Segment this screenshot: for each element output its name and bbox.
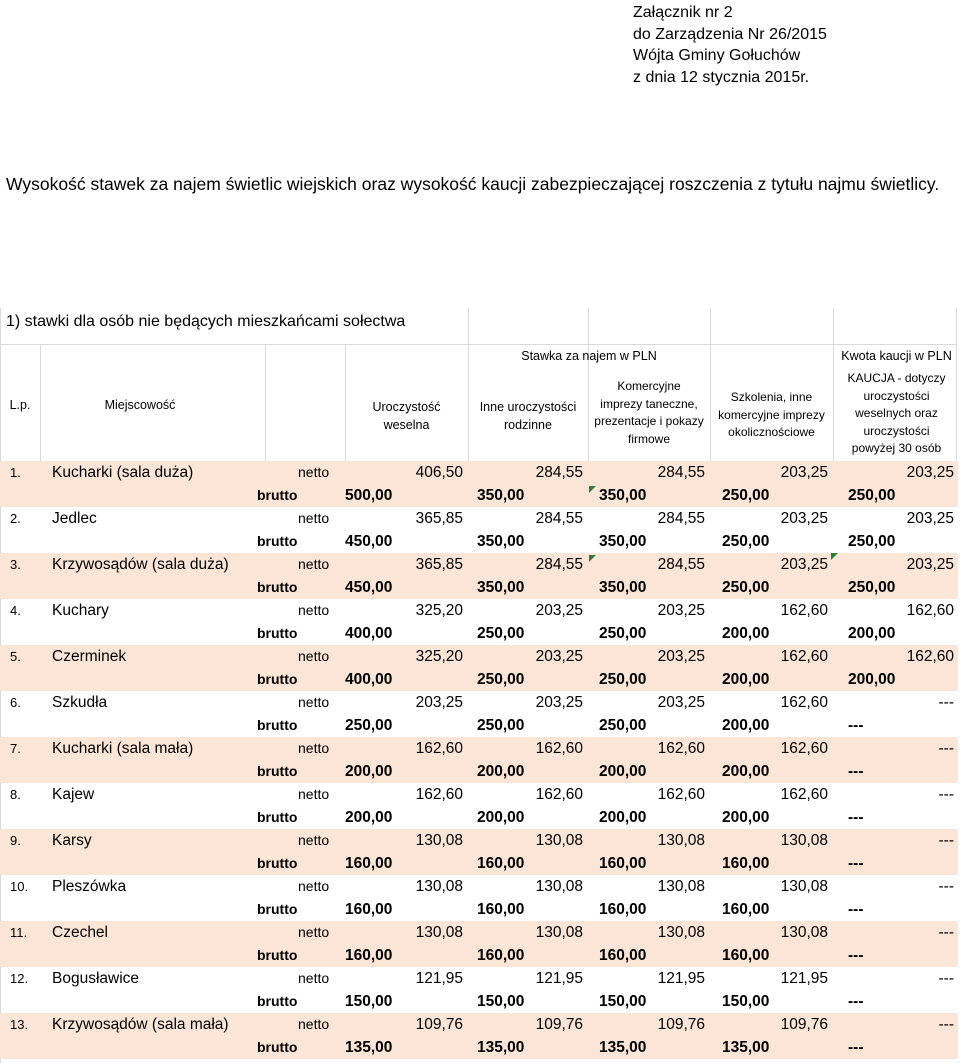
table-row-netto xyxy=(0,599,958,622)
netto-wedding: 162,60 xyxy=(415,786,463,803)
header-lp: L.p. xyxy=(9,398,31,412)
brutto-family: 350,00 xyxy=(477,579,525,596)
netto-wedding: 325,20 xyxy=(415,602,463,619)
grid-cell xyxy=(266,345,346,463)
header-deposit-line: weselnych oraz xyxy=(855,406,938,420)
brutto-commercial: 250,00 xyxy=(599,717,647,734)
table-row-brutto xyxy=(0,898,958,921)
header-commercial-line: imprezy taneczne, xyxy=(600,396,698,411)
header-wedding-line: weselna xyxy=(383,418,430,432)
netto-wedding: 130,08 xyxy=(415,832,463,849)
brutto-commercial: 250,00 xyxy=(599,671,647,688)
netto-commercial: 162,60 xyxy=(657,786,705,803)
netto-commercial: 284,55 xyxy=(657,464,705,481)
brutto-training: 200,00 xyxy=(722,809,770,826)
brutto-family: 250,00 xyxy=(477,717,525,734)
row-netto-label: netto xyxy=(298,1016,330,1032)
brutto-wedding: 160,00 xyxy=(345,947,393,964)
table-row-brutto xyxy=(0,576,958,599)
netto-family: 284,55 xyxy=(535,556,583,573)
netto-family: 203,25 xyxy=(535,648,583,665)
netto-wedding: 365,85 xyxy=(415,510,463,527)
table-row-netto xyxy=(0,783,958,806)
brutto-deposit: --- xyxy=(848,1039,864,1056)
netto-family: 162,60 xyxy=(535,786,583,803)
brutto-deposit: --- xyxy=(848,717,864,734)
brutto-family: 350,00 xyxy=(477,533,525,550)
brutto-wedding: 400,00 xyxy=(345,625,393,642)
brutto-deposit: --- xyxy=(848,855,864,872)
table-row-brutto xyxy=(0,714,958,737)
netto-commercial: 284,55 xyxy=(657,556,705,573)
brutto-training: 200,00 xyxy=(722,671,770,688)
table-row-netto xyxy=(0,461,958,484)
brutto-training: 250,00 xyxy=(722,533,770,550)
brutto-family: 160,00 xyxy=(477,947,525,964)
brutto-family: 200,00 xyxy=(477,763,525,780)
row-brutto-label: brutto xyxy=(257,625,298,641)
brutto-deposit: 200,00 xyxy=(848,625,896,642)
grid-cell xyxy=(711,308,834,345)
document-title: Wysokość stawek za najem świetlic wiejskich oraz wysokość kaucji zabezpieczającej roszczenia z tytułu najmu świetlicy. xyxy=(6,174,940,194)
row-lp: 8. xyxy=(10,787,21,802)
table-row-brutto xyxy=(0,484,958,507)
netto-training: 162,60 xyxy=(780,602,828,619)
row-brutto-label: brutto xyxy=(257,855,298,871)
table-row-netto xyxy=(0,553,958,576)
netto-commercial: 130,08 xyxy=(657,878,705,895)
table-row-brutto xyxy=(0,668,958,691)
header-family-line: rodzinne xyxy=(504,418,552,432)
brutto-wedding: 200,00 xyxy=(345,809,393,826)
header-deposit-line: KAUCJA - dotyczy xyxy=(847,371,946,385)
netto-family: 284,55 xyxy=(535,510,583,527)
header-training-line: Szkolenia, inne xyxy=(730,390,813,404)
header-training-line: okolicznościowe xyxy=(728,425,815,439)
netto-wedding: 109,76 xyxy=(415,1016,463,1033)
header-commercial-line: prezentacje i pokazy xyxy=(594,414,704,428)
row-netto-label: netto xyxy=(298,602,330,618)
table-row-brutto xyxy=(0,530,958,553)
brutto-training: 150,00 xyxy=(722,993,770,1010)
annex-block xyxy=(633,2,827,88)
brutto-wedding: 400,00 xyxy=(345,671,393,688)
netto-deposit: --- xyxy=(938,970,954,987)
brutto-family: 200,00 xyxy=(477,809,525,826)
grid-cell xyxy=(469,308,589,345)
table-row-netto xyxy=(0,875,958,898)
netto-commercial: 130,08 xyxy=(657,832,705,849)
row-brutto-label: brutto xyxy=(257,579,298,595)
brutto-commercial: 250,00 xyxy=(599,625,647,642)
row-brutto-label: brutto xyxy=(257,947,298,963)
netto-wedding: 162,60 xyxy=(415,740,463,757)
brutto-commercial: 135,00 xyxy=(599,1039,647,1056)
row-lp: 9. xyxy=(10,833,21,848)
brutto-training: 160,00 xyxy=(722,947,770,964)
row-brutto-label: brutto xyxy=(257,763,298,779)
netto-commercial: 109,76 xyxy=(657,1016,705,1033)
row-place: Krzywosądów (sala duża) xyxy=(52,556,229,573)
table-row-brutto xyxy=(0,622,958,645)
row-place: Jedlec xyxy=(52,510,97,527)
brutto-deposit: 250,00 xyxy=(848,579,896,596)
row-netto-label: netto xyxy=(298,832,330,848)
netto-training: 162,60 xyxy=(780,648,828,665)
netto-training: 130,08 xyxy=(780,924,828,941)
row-lp: 6. xyxy=(10,695,21,710)
section-title: 1) stawki dla osób nie będących mieszkańcami sołectwa xyxy=(6,313,406,330)
annex-line-1: Załącznik nr 2 xyxy=(633,4,733,21)
row-brutto-label: brutto xyxy=(257,809,298,825)
row-lp: 2. xyxy=(10,511,21,526)
brutto-wedding: 150,00 xyxy=(345,993,393,1010)
row-lp: 4. xyxy=(10,603,21,618)
table-row-brutto xyxy=(0,760,958,783)
row-netto-label: netto xyxy=(298,464,330,480)
netto-training: 203,25 xyxy=(780,510,828,527)
row-netto-label: netto xyxy=(298,510,330,526)
header-group-rates: Stawka za najem w PLN xyxy=(521,349,657,363)
netto-wedding: 406,50 xyxy=(415,464,463,481)
netto-deposit: --- xyxy=(938,1016,954,1033)
netto-family: 130,08 xyxy=(535,832,583,849)
row-lp: 7. xyxy=(10,741,21,756)
table-row-netto xyxy=(0,829,958,852)
netto-training: 130,08 xyxy=(780,878,828,895)
brutto-family: 135,00 xyxy=(477,1039,525,1056)
netto-family: 130,08 xyxy=(535,924,583,941)
netto-commercial: 203,25 xyxy=(657,602,705,619)
header-deposit-line: uroczystości xyxy=(863,388,930,403)
row-place: Kuchary xyxy=(52,602,109,619)
brutto-family: 250,00 xyxy=(477,671,525,688)
brutto-wedding: 200,00 xyxy=(345,763,393,780)
row-place: Czechel xyxy=(52,924,108,941)
row-netto-label: netto xyxy=(298,648,330,664)
brutto-commercial: 200,00 xyxy=(599,809,647,826)
netto-family: 121,95 xyxy=(535,970,583,987)
row-lp: 10. xyxy=(10,879,29,894)
header-deposit-line: uroczystości xyxy=(863,423,930,438)
row-brutto-label: brutto xyxy=(257,533,298,549)
table-row-brutto xyxy=(0,852,958,875)
brutto-family: 150,00 xyxy=(477,993,525,1010)
netto-deposit: --- xyxy=(938,740,954,757)
brutto-wedding: 450,00 xyxy=(345,533,393,550)
row-place: Szkudła xyxy=(52,694,108,711)
comment-marker xyxy=(589,486,596,493)
row-brutto-label: brutto xyxy=(257,717,298,733)
row-brutto-label: brutto xyxy=(257,1039,298,1055)
header-deposit-line: powyżej 30 osób xyxy=(851,441,942,455)
row-brutto-label: brutto xyxy=(257,487,298,503)
brutto-training: 200,00 xyxy=(722,763,770,780)
row-place: Kucharki (sala mała) xyxy=(52,740,194,757)
netto-family: 203,25 xyxy=(535,602,583,619)
row-netto-label: netto xyxy=(298,786,330,802)
brutto-wedding: 135,00 xyxy=(345,1039,393,1056)
netto-training: 203,25 xyxy=(780,464,828,481)
brutto-training: 250,00 xyxy=(722,487,770,504)
brutto-deposit: --- xyxy=(848,901,864,918)
comment-marker xyxy=(589,555,596,562)
row-place: Pleszówka xyxy=(52,878,127,895)
netto-deposit: 203,25 xyxy=(906,464,954,481)
header-deposit xyxy=(833,370,960,458)
table-row-brutto xyxy=(0,990,958,1013)
table-row-netto xyxy=(0,737,958,760)
netto-commercial: 203,25 xyxy=(657,694,705,711)
brutto-deposit: 250,00 xyxy=(848,533,896,550)
header-wedding-line: Uroczystość xyxy=(372,400,441,414)
netto-deposit: --- xyxy=(938,786,954,803)
header-training xyxy=(710,389,833,442)
row-netto-label: netto xyxy=(298,970,330,986)
table-row-netto xyxy=(0,645,958,668)
netto-wedding: 325,20 xyxy=(415,648,463,665)
annex-line-3: Wójta Gminy Gołuchów xyxy=(633,47,801,64)
header-place: Miejscowość xyxy=(104,398,176,412)
netto-deposit: --- xyxy=(938,878,954,895)
brutto-family: 250,00 xyxy=(477,625,525,642)
netto-commercial: 203,25 xyxy=(657,648,705,665)
netto-commercial: 130,08 xyxy=(657,924,705,941)
table-row-netto xyxy=(0,967,958,990)
brutto-commercial: 350,00 xyxy=(599,533,647,550)
brutto-training: 250,00 xyxy=(722,579,770,596)
brutto-training: 160,00 xyxy=(722,855,770,872)
netto-commercial: 162,60 xyxy=(657,740,705,757)
brutto-training: 200,00 xyxy=(722,717,770,734)
brutto-wedding: 250,00 xyxy=(345,717,393,734)
brutto-training: 160,00 xyxy=(722,901,770,918)
brutto-deposit: --- xyxy=(848,993,864,1010)
brutto-deposit: --- xyxy=(848,947,864,964)
brutto-commercial: 160,00 xyxy=(599,947,647,964)
table-row-netto xyxy=(0,691,958,714)
netto-family: 109,76 xyxy=(535,1016,583,1033)
brutto-commercial: 350,00 xyxy=(599,487,647,504)
netto-wedding: 130,08 xyxy=(415,878,463,895)
brutto-wedding: 160,00 xyxy=(345,901,393,918)
netto-wedding: 121,95 xyxy=(415,970,463,987)
brutto-deposit: --- xyxy=(848,763,864,780)
brutto-commercial: 160,00 xyxy=(599,901,647,918)
row-lp: 11. xyxy=(10,925,28,940)
row-netto-label: netto xyxy=(298,878,330,894)
annex-line-2: do Zarządzenia Nr 26/2015 xyxy=(633,25,827,43)
netto-deposit: --- xyxy=(938,924,954,941)
netto-training: 162,60 xyxy=(780,694,828,711)
header-family xyxy=(468,398,588,434)
comment-marker xyxy=(831,553,838,560)
table-row-brutto xyxy=(0,944,958,967)
netto-deposit: 162,60 xyxy=(906,602,954,619)
netto-commercial: 121,95 xyxy=(657,970,705,987)
brutto-commercial: 160,00 xyxy=(599,855,647,872)
table-row-netto xyxy=(0,507,958,530)
row-lp: 1. xyxy=(10,465,21,480)
grid-cell xyxy=(834,308,957,345)
netto-deposit: --- xyxy=(938,694,954,711)
row-place: Karsy xyxy=(52,832,92,849)
brutto-wedding: 500,00 xyxy=(345,487,393,504)
netto-training: 121,95 xyxy=(780,970,828,987)
row-netto-label: netto xyxy=(298,694,330,710)
header-wedding xyxy=(345,398,468,434)
table-row-brutto xyxy=(0,1036,958,1059)
row-place: Bogusławice xyxy=(52,970,140,987)
brutto-deposit: 200,00 xyxy=(848,671,896,688)
netto-training: 130,08 xyxy=(780,832,828,849)
header-training-line: komercyjne imprezy xyxy=(718,407,825,422)
brutto-training: 200,00 xyxy=(722,625,770,642)
brutto-wedding: 160,00 xyxy=(345,855,393,872)
netto-wedding: 365,85 xyxy=(415,556,463,573)
row-lp: 12. xyxy=(10,971,29,986)
header-commercial xyxy=(588,378,710,448)
row-lp: 13. xyxy=(10,1017,29,1032)
row-netto-label: netto xyxy=(298,556,330,572)
row-netto-label: netto xyxy=(298,740,330,756)
row-lp: 5. xyxy=(10,649,21,664)
netto-family: 130,08 xyxy=(535,878,583,895)
table-row-netto xyxy=(0,921,958,944)
brutto-commercial: 150,00 xyxy=(599,993,647,1010)
brutto-commercial: 200,00 xyxy=(599,763,647,780)
grid-cell xyxy=(589,308,711,345)
table-row-brutto xyxy=(0,806,958,829)
netto-family: 162,60 xyxy=(535,740,583,757)
row-place: Czerminek xyxy=(52,648,127,665)
brutto-deposit: 250,00 xyxy=(848,487,896,504)
brutto-wedding: 450,00 xyxy=(345,579,393,596)
row-place: Kajew xyxy=(52,786,95,803)
header-family-line: Inne uroczystości xyxy=(479,400,577,414)
row-brutto-label: brutto xyxy=(257,901,298,917)
row-netto-label: netto xyxy=(298,924,330,940)
netto-wedding: 203,25 xyxy=(415,694,463,711)
brutto-training: 135,00 xyxy=(722,1039,770,1056)
row-brutto-label: brutto xyxy=(257,993,298,1009)
netto-training: 203,25 xyxy=(780,556,828,573)
netto-deposit: 203,25 xyxy=(906,510,954,527)
header-group-deposit: Kwota kaucji w PLN xyxy=(841,349,952,363)
brutto-deposit: --- xyxy=(848,809,864,826)
row-place: Krzywosądów (sala mała) xyxy=(52,1016,229,1033)
netto-wedding: 130,08 xyxy=(415,924,463,941)
netto-family: 284,55 xyxy=(535,464,583,481)
row-lp: 3. xyxy=(10,557,21,572)
netto-training: 109,76 xyxy=(780,1016,828,1033)
annex-line-4: z dnia 12 stycznia 2015r. xyxy=(633,68,810,86)
netto-deposit: 203,25 xyxy=(906,556,954,573)
netto-family: 203,25 xyxy=(535,694,583,711)
header-commercial-line: Komercyjne xyxy=(617,379,681,393)
header-commercial-line: firmowe xyxy=(627,431,670,446)
netto-deposit: 162,60 xyxy=(906,648,954,665)
row-place: Kucharki (sala duża) xyxy=(52,464,194,481)
brutto-family: 160,00 xyxy=(477,901,525,918)
table-row-netto xyxy=(0,1013,958,1036)
brutto-commercial: 350,00 xyxy=(599,579,647,596)
row-brutto-label: brutto xyxy=(257,671,298,687)
netto-deposit: --- xyxy=(938,832,954,849)
brutto-family: 350,00 xyxy=(477,487,525,504)
netto-commercial: 284,55 xyxy=(657,510,705,527)
netto-training: 162,60 xyxy=(780,786,828,803)
brutto-family: 160,00 xyxy=(477,855,525,872)
netto-training: 162,60 xyxy=(780,740,828,757)
